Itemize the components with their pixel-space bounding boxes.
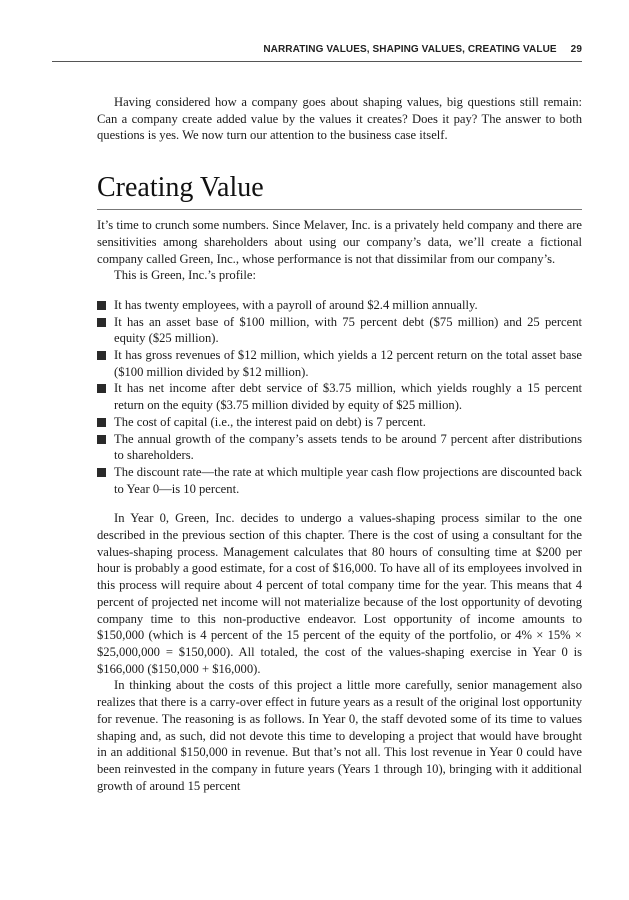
list-item: It has net income after debt service of $3.75 million, which yields roughly a 15 percent return on the equity ($3.75 million divided by equity of $25 million).	[97, 380, 582, 413]
bullet-square-icon	[97, 318, 106, 327]
list-item: The annual growth of the company’s assets tends to be around 7 percent after distributions to shareholders.	[97, 431, 582, 464]
section-paragraph-2: This is Green, Inc.’s profile:	[114, 268, 256, 283]
list-item: It has an asset base of $100 million, with 75 percent debt ($75 million) and 25 percent equity ($25 million).	[97, 314, 582, 347]
bullet-square-icon	[97, 351, 106, 360]
bullet-square-icon	[97, 468, 106, 477]
section-paragraph-3: In Year 0, Green, Inc. decides to undergo a values-shaping process similar to the one described in the previous section of this chapter. There is the cost of using a consultant for the values-shaping process. Management calculates that 80 hours of consulting time at $200 per hour is probably a good estimate, for a cost of $16,000. To have all of its employees involved in this process will require about 4 percent of total company time for the year. This means that 4 percent of projected net income will not materialize because of the lost opportunity of devoting company time to this non-productive endeavor. Lost opportunity of income amounts to $150,000 (which is 4 percent of the 15 percent of the equity of the portfolio, or 4% × 15% × $25,000,000 = $150,000). All totaled, the cost of the values-shaping exercise in Year 0 is $166,000 ($150,000 + $16,000).	[97, 511, 582, 676]
header-rule	[52, 61, 582, 62]
bullet-square-icon	[97, 301, 106, 310]
bullet-square-icon	[97, 418, 106, 427]
bullet-square-icon	[97, 384, 106, 393]
page-number: 29	[570, 44, 582, 55]
section-paragraph-4: In thinking about the costs of this project a little more carefully, senior management also realizes that there is a carry-over effect in future years as a result of the original lost opportunity for revenue. The reasoning is as follows. In Year 0, the staff devoted some of its time to values shaping and, as such, did not devote this time to developing a project that would have brought in an additional $150,000 in revenue. But that’s not all. This lost revenue in Year 0 could have been reinvested in the company in future years (Years 1 through 10), bringing with it additional growth of around 15 percent	[97, 678, 582, 793]
section-paragraph-1: It’s time to crunch some numbers. Since Melaver, Inc. is a privately held company and there are sensitivities among shareholders about using our company’s data, we’ll create a fictional company called Green, Inc., whose performance is not that dissimilar from our company’s.	[97, 218, 582, 266]
list-item: It has twenty employees, with a payroll of around $2.4 million annually.	[97, 297, 582, 314]
list-item: The cost of capital (i.e., the interest paid on debt) is 7 percent.	[97, 414, 582, 431]
running-head-title: NARRATING VALUES, SHAPING VALUES, CREATING VALUE	[263, 44, 557, 55]
running-head	[52, 44, 582, 55]
bullet-square-icon	[97, 435, 106, 444]
page-body	[97, 94, 582, 794]
section-title-rule	[97, 209, 582, 210]
intro-paragraph: Having considered how a company goes about shaping values, big questions still remain: Can a company create added value by the values it creates? Does it pay? The answer to both questions is yes. We now turn our attention to the business case itself.	[97, 95, 582, 143]
profile-bullet-list	[97, 297, 582, 497]
section-title: Creating Value	[97, 172, 264, 204]
list-item: The discount rate—the rate at which multiple year cash flow projections are discounted back to Year 0—is 10 percent.	[97, 464, 582, 497]
list-item: It has gross revenues of $12 million, which yields a 12 percent return on the total asset base ($100 million divided by $12 million).	[97, 347, 582, 380]
